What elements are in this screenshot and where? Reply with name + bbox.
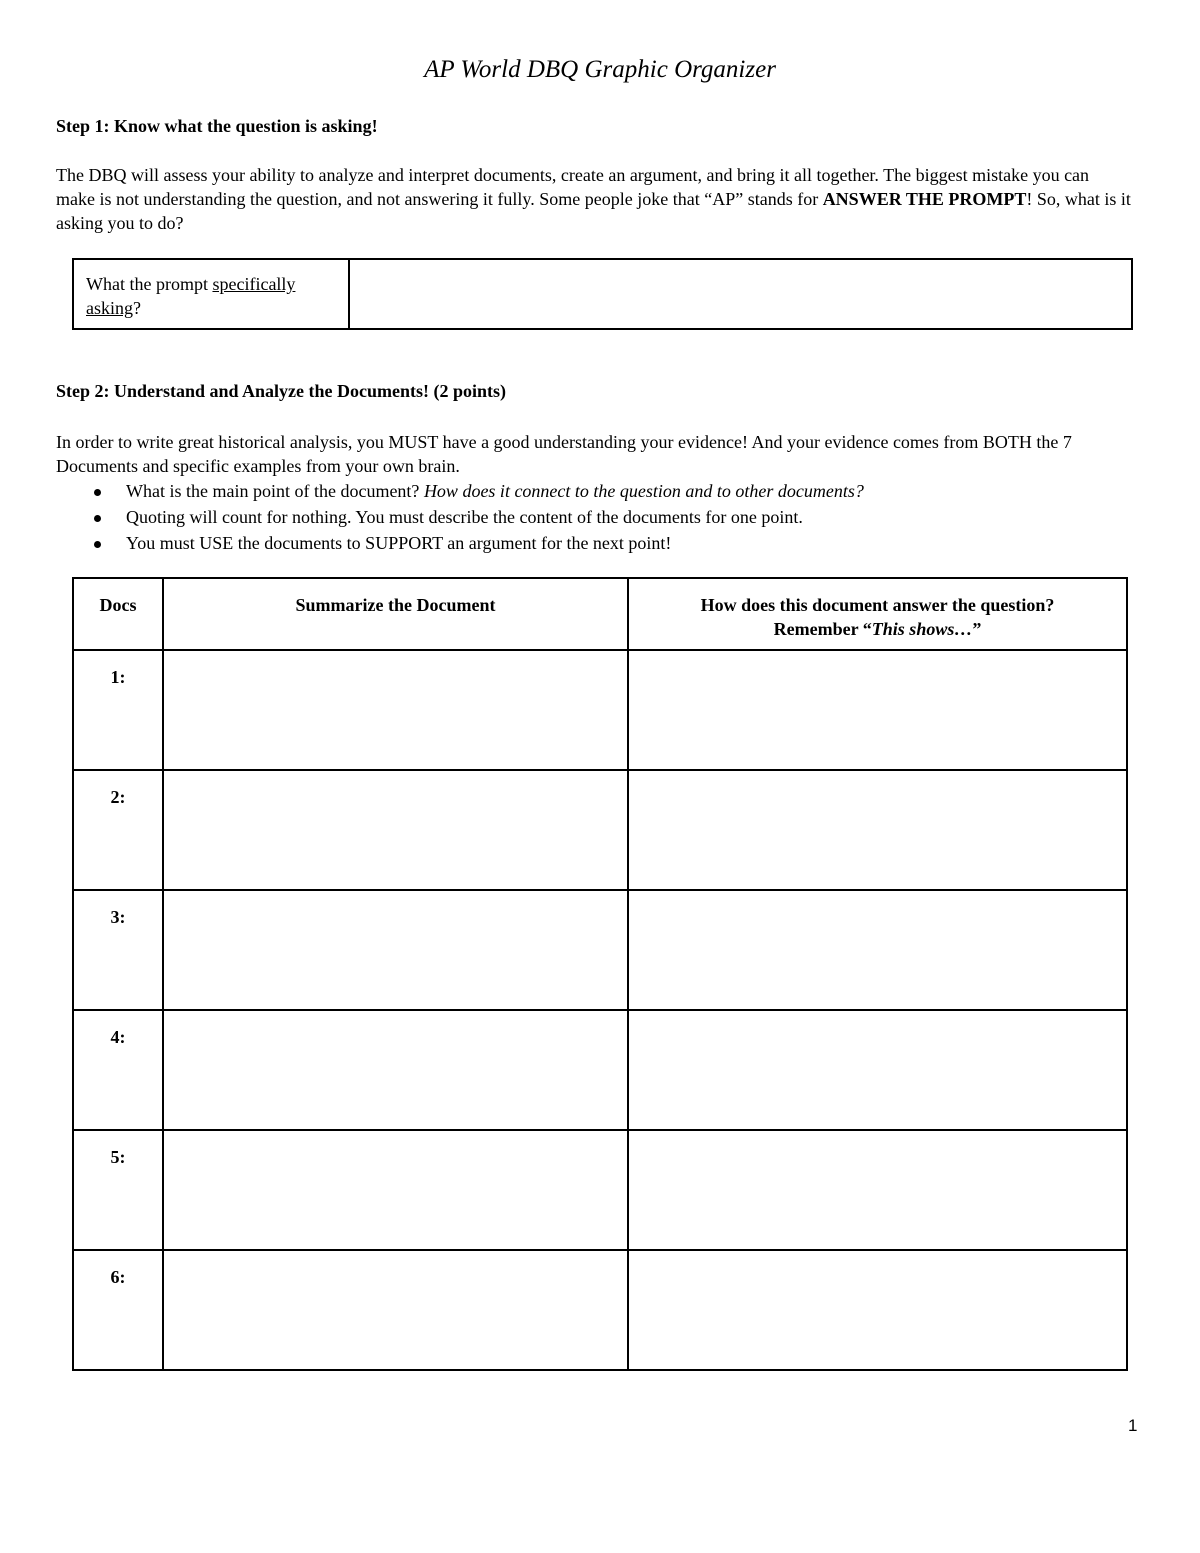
prompt-label-cell [74,260,350,328]
answer-cell[interactable] [628,770,1127,890]
summary-cell[interactable] [163,1130,628,1250]
page-title: AP World DBQ Graphic Organizer [424,56,776,83]
doc-number: 4: [73,1010,163,1130]
doc-number: 6: [73,1250,163,1370]
column-header-docs: Docs [73,578,163,650]
answer-cell[interactable] [628,890,1127,1010]
answer-cell[interactable] [628,1010,1127,1130]
answer-the-prompt: ANSWER THE PROMPT [822,189,1027,209]
summary-cell[interactable] [163,650,628,770]
prompt-label-a: What the prompt [86,274,213,294]
prompt-label-underline-2: asking [86,298,133,318]
step2-paragraph: In order to write great historical analysis, you MUST have a good understanding your evidence! And your evidence comes from BOTH the 7 Documents and specific examples from your own brain. [56,432,1072,476]
column-header-answer: How does this document answer the question? Remember “This shows…” [628,578,1127,650]
doc-number: 2: [73,770,163,890]
table-row [73,1250,1127,1370]
bullet1-italic: How does it connect to the question and to other documents? [423,481,864,501]
page-number: 1 [1128,1416,1138,1435]
prompt-label-b: ? [133,298,141,318]
step1-text-b: ! So, what is it asking you to do? [56,189,1131,233]
table-row [73,1010,1127,1130]
summary-cell[interactable] [163,1250,628,1370]
answer-cell[interactable] [628,1130,1127,1250]
bullet-item [56,504,864,530]
doc-number: 5: [73,1130,163,1250]
column-header-summary: Summarize the Document [163,578,628,650]
prompt-answer-cell[interactable] [350,260,1131,328]
doc-number: 1: [73,650,163,770]
step2-bullet-list [56,478,864,556]
bullet-item [56,530,864,556]
prompt-label-underline-1: specifically [212,274,296,294]
bullet-icon [94,541,101,548]
step2-heading: Step 2: Understand and Analyze the Documents! (2 points) [56,381,507,401]
prompt-table [72,258,1133,330]
bullet-icon [94,515,101,522]
answer-cell[interactable] [628,1250,1127,1370]
summary-cell[interactable] [163,1010,628,1130]
table-row [73,770,1127,890]
answer-cell[interactable] [628,650,1127,770]
bullet1-text: What is the main point of the document? [126,481,424,501]
table-row [73,650,1127,770]
bullet3-text: You must USE the documents to SUPPORT an argument for the next point! [126,533,672,553]
bullet-item [56,478,864,504]
bullet-icon [94,489,101,496]
summary-cell[interactable] [163,770,628,890]
doc-number: 3: [73,890,163,1010]
table-row [73,890,1127,1010]
bullet2-text: Quoting will count for nothing. You must describe the content of the documents for one point. [126,507,803,527]
step1-text-a: The DBQ will assess your ability to analyze and interpret documents, create an argument, and bring it all together. The biggest mistake you can make is not understanding the question, and not answering it fully. Some people joke that “AP” stands for [56,165,1090,209]
step1-heading: Step 1: Know what the question is asking! [56,116,378,136]
step1-paragraph [56,163,1131,235]
document-table [72,577,1128,1371]
summary-cell[interactable] [163,890,628,1010]
table-row [73,1130,1127,1250]
column-header-answer-line1: How does this document answer the question? [700,595,1055,615]
